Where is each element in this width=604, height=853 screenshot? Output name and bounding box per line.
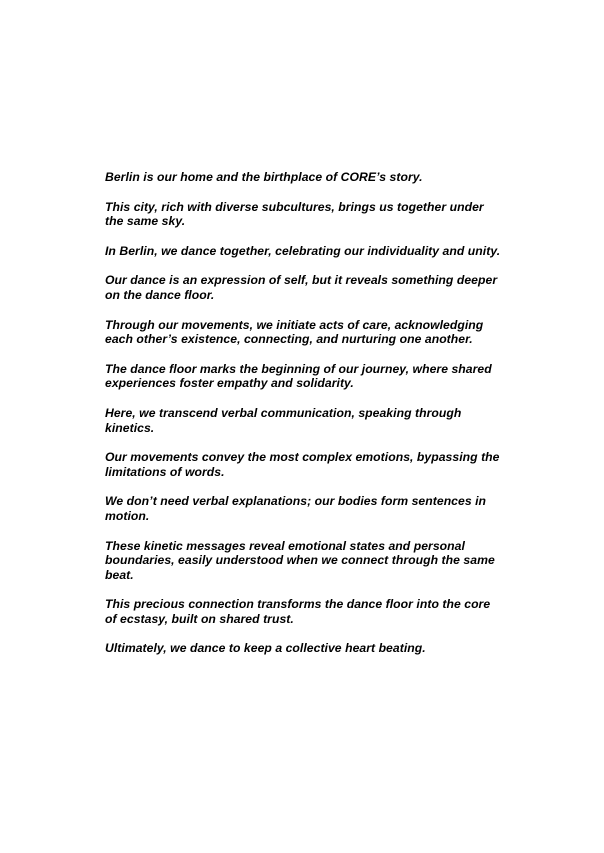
paragraph-5: Through our movements, we initiate acts of care, acknowledging each other’s existence, connecting, and nurturing one another. [105,317,484,347]
paragraph-11: This precious connection transforms the dance floor into the core of ecstasy, built on shared trust. [105,597,491,626]
paragraph-6: The dance floor marks the beginning of our journey, where shared experiences foster empathy and solidarity. [105,361,492,391]
paragraph-2: This city, rich with diverse subcultures, brings us together under the same sky. [105,199,484,229]
paragraph-10: These kinetic messages reveal emotional states and personal boundaries, easily understood when we connect through the same beat. [105,538,495,582]
paragraph-7: Here, we transcend verbal communication, speaking through kinetics. [105,405,462,435]
paragraph-4: Our dance is an expression of self, but it reveals something deeper on the dance floor. [105,273,498,302]
paragraph-9: We don’t need verbal explanations; our bodies form sentences in motion. [105,494,487,523]
body-text [105,170,505,671]
paragraph-12: Ultimately, we dance to keep a collective heart beating. [105,641,426,656]
paragraph-3: In Berlin, we dance together, celebrating our individuality and unity. [105,243,501,258]
paragraph-8: Our movements convey the most complex emotions, bypassing the limitations of words. [105,450,500,479]
paragraph-1: Berlin is our home and the birthplace of CORE’s story. [105,170,423,184]
